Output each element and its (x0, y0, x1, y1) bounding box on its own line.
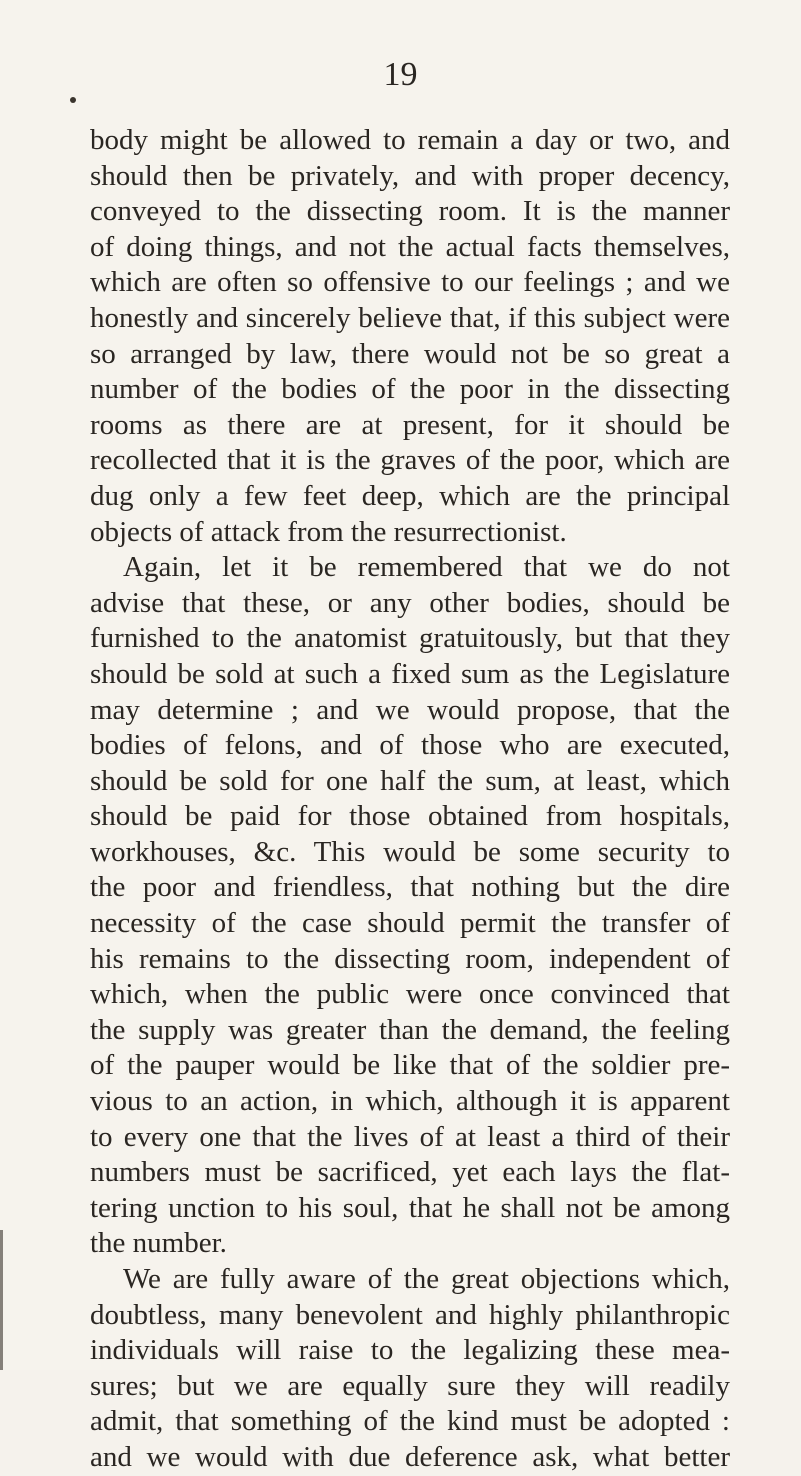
text-line: necessity of the case should permit the transfer of (90, 907, 730, 940)
text-line: to every one that the lives of at least a third of their (90, 1120, 730, 1153)
text-line: body might be allowed to remain a day or two, and (90, 124, 730, 156)
text-line: the number. (90, 1227, 227, 1260)
text-line: admit, that something of the kind must be adopted : (90, 1405, 730, 1438)
paragraph-start-line: Again, let it be remembered that we do not (123, 551, 730, 584)
text-line: bodies of felons, and of those who are executed, (90, 729, 730, 762)
text-line: recollected that it is the graves of the poor, which are (90, 444, 730, 477)
text-line: the poor and friendless, that nothing but the dire (90, 871, 730, 904)
text-line: his remains to the dissecting room, independent of (90, 942, 730, 975)
text-line: of the pauper would be like that of the soldier pre- (90, 1049, 730, 1082)
text-line: should be sold for one half the sum, at least, which (90, 764, 730, 797)
text-line: should be sold at such a fixed sum as the Legislature (90, 657, 730, 690)
page-number: 19 (383, 56, 418, 93)
text-line: numbers must be sacrificed, yet each lays the flat- (90, 1156, 730, 1189)
text-line: advise that these, or any other bodies, should be (90, 586, 730, 619)
paragraph-start-line: We are fully aware of the great objections which, (123, 1263, 730, 1295)
text-line: of doing things, and not the actual facts themselves, (90, 230, 730, 263)
stray-ink-dot (70, 97, 76, 103)
text-line: individuals will raise to the legalizing these mea- (90, 1334, 730, 1367)
text-line: rooms as there are at present, for it should be (90, 408, 730, 441)
text-line: dug only a few feet deep, which are the principal (90, 479, 730, 512)
body-text (90, 123, 730, 1476)
text-line: tering unction to his soul, that he shall not be among (90, 1191, 730, 1224)
text-line: doubtless, many benevolent and highly philanthropic (90, 1298, 730, 1331)
text-line: and we would with due deference ask, what better (90, 1440, 730, 1473)
text-line: should be paid for those obtained from hospitals, (90, 800, 730, 833)
text-line: objects of attack from the resurrectionist. (90, 515, 567, 548)
text-line: furnished to the anatomist gratuitously, but that they (90, 622, 730, 655)
text-line: which are often so offensive to our feelings ; and we (90, 266, 730, 299)
text-line: vious to an action, in which, although it is apparent (90, 1085, 730, 1118)
text-line: conveyed to the dissecting room. It is the manner (90, 195, 730, 228)
text-line: honestly and sincerely believe that, if this subject were (90, 301, 730, 334)
text-line: should then be privately, and with proper decency, (90, 159, 730, 192)
page-edge-shadow (0, 1230, 3, 1370)
text-line: may determine ; and we would propose, that the (90, 693, 730, 726)
text-line: the supply was greater than the demand, the feeling (90, 1013, 730, 1046)
text-line: sures; but we are equally sure they will readily (90, 1369, 730, 1402)
text-line: which, when the public were once convinced that (90, 978, 730, 1011)
text-line: number of the bodies of the poor in the dissecting (90, 373, 730, 406)
text-line: workhouses, &c. This would be some security to (90, 835, 730, 868)
text-line: so arranged by law, there would not be so great a (90, 337, 730, 370)
